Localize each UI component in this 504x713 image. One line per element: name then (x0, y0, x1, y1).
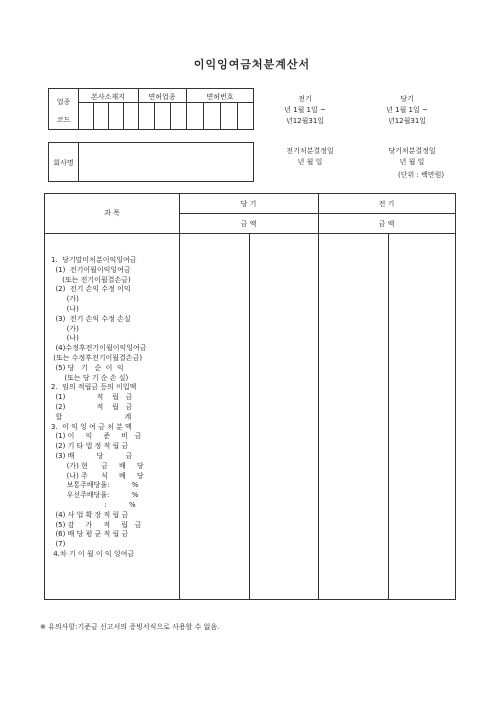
table-row: (7) (51, 540, 66, 549)
table-row: (2) 적 립 금 (51, 402, 133, 411)
col-prior-period: 전 기 (378, 200, 395, 208)
table-row: 합 계 (51, 412, 132, 421)
table-row: 보통주배당율: % (51, 481, 139, 490)
table-row: (나) (51, 334, 79, 343)
page-title: 이익잉여금처분계산서 (193, 58, 311, 71)
table-row: 3. 이 익 잉 여 금 처 분 액 (51, 422, 132, 431)
table-row: (또는 전기이월결손금) (51, 275, 131, 284)
table-row: (2) 전기 손익 수정 이익 (51, 285, 131, 294)
table-row: (가) (51, 295, 79, 304)
table-row: (나) 주 식 배 당 (51, 471, 144, 480)
table-row: 2. 임의 적립금 등의 이입액 (51, 383, 137, 392)
table-row: 우선주배당율: % (51, 491, 139, 500)
col-current-amount: 금 액 (240, 220, 257, 228)
current-period: 당기 년 1월 1일 ~ 년12월31일 (386, 95, 428, 125)
table-row: (3) 전기 손익 수정 손실 (51, 314, 131, 323)
table-row: (가) (51, 324, 79, 333)
col-current-period: 당 기 (240, 200, 257, 208)
table-row: (4) 사 업 확 장 적 립 금 (51, 510, 129, 519)
table-row: 4.차 기 이 월 이 익 잉여금 (51, 549, 135, 558)
col-header-license-number: 면허번호 (206, 93, 234, 101)
footnote: ※ 유의사항:기준금 신고서의 증빙서식으로 사용할 수 없음. (40, 623, 220, 631)
company-name-box (48, 142, 254, 182)
company-name-label: 회사명 (53, 159, 74, 167)
col-subject: 과 목 (104, 209, 120, 217)
unit-label: (단위 : 백만원) (398, 171, 445, 179)
table-row: (1) 전기이월이익잉여금 (51, 265, 131, 274)
table-row: (또는 수정후전기이월결손금) (51, 353, 143, 362)
industry-code-box (48, 88, 254, 130)
item-list (51, 256, 177, 560)
table-row: (1) 적 립 금 (51, 393, 133, 402)
disposition-table (44, 193, 456, 600)
table-row: (5) 감 가 적 립 금 (51, 520, 142, 529)
prior-decision-date: 전기처분결정일 년 월 일 (286, 147, 334, 166)
col-prior-amount: 금 액 (378, 220, 395, 228)
current-decision-date: 당기처분결정일 년 월 일 (388, 147, 436, 166)
industry-code-label: 업종 코드 (56, 98, 71, 124)
table-row: (또는 당 기 순 손 실) (51, 373, 129, 382)
table-row: (2) 기 타 법 정 적 립 금 (51, 442, 129, 451)
table-row: (4)수정후전기이월이익잉여금 (51, 344, 147, 353)
table-row: 1. 당기말미처분이익잉여금 (51, 256, 137, 264)
table-row: (3) 배 당 금 (51, 451, 133, 460)
table-row: (1) 이 익 준 비 금 (51, 432, 142, 441)
prior-period: 전기 년 1월 1일 ~ 년12월31일 (284, 95, 326, 125)
col-header-hq-location: 본사소재지 (91, 93, 125, 101)
table-row: (6) 배 당 평 균 적 립 금 (51, 530, 129, 539)
col-header-license-industry: 면허업종 (148, 93, 176, 101)
table-row: (나) (51, 304, 79, 313)
table-row: (5) 당 기 순 이 익 (51, 363, 124, 372)
table-row: : % (51, 500, 136, 509)
table-row: (가) 현 금 배 당 (51, 461, 144, 470)
